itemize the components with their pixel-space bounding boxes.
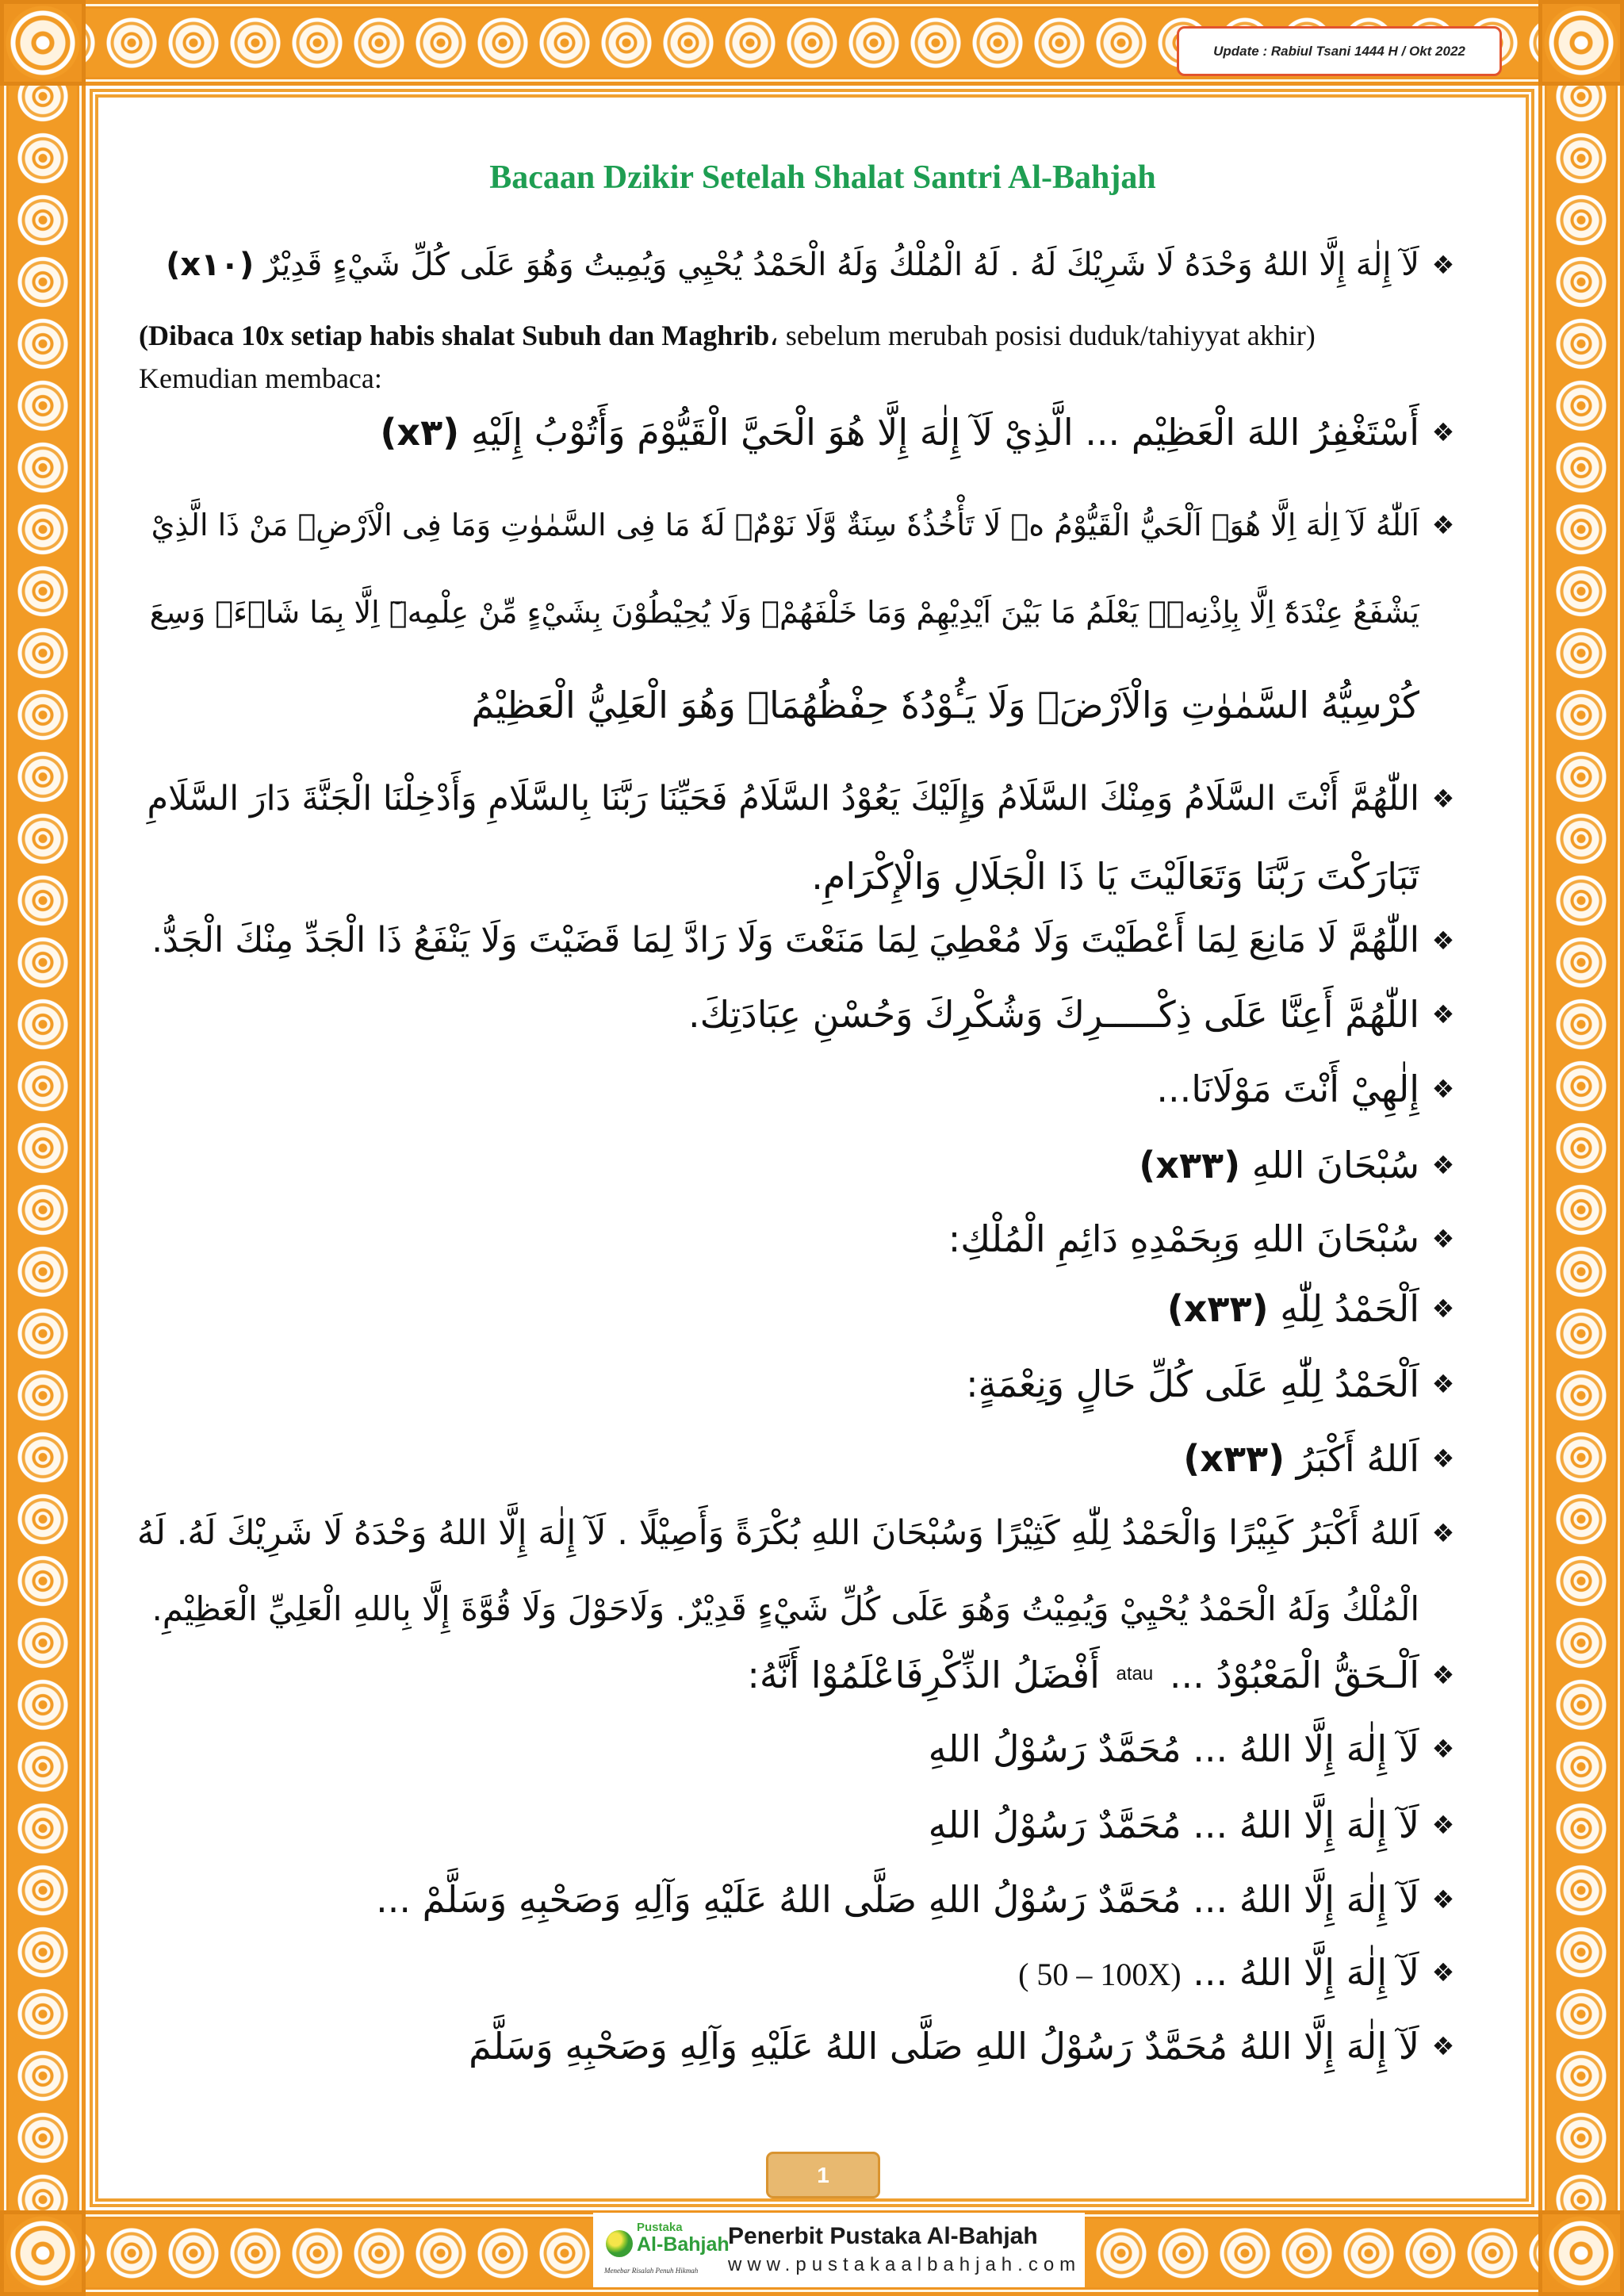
dzikir-item	[135, 1497, 1467, 1569]
arabic-text	[135, 397, 1419, 468]
corner-ornament-icon	[1538, 0, 1624, 86]
diamond-bullet-icon	[1419, 1273, 1467, 1344]
arabic-text	[135, 1573, 1419, 1645]
arabic-text	[135, 577, 1419, 648]
arabic-line: اَلْـحَقُّ الْمَعْبُوْدُ ...	[1169, 1654, 1419, 1696]
diamond-bullet-icon	[1419, 1937, 1467, 2008]
border-band-right	[1538, 0, 1624, 2296]
arabic-line: سُبْحَانَ اللهِ وَبِحَمْدِهِ دَائِمِ الْمُلْكِ:	[948, 1217, 1419, 1260]
dzikir-item	[135, 229, 1467, 301]
dzikir-item	[135, 1937, 1467, 2008]
diamond-bullet-icon	[1419, 1789, 1467, 1861]
arabic-text	[135, 841, 1419, 912]
logo-mark-icon	[606, 2230, 633, 2257]
page-number	[766, 2152, 880, 2198]
dzikir-continuation	[135, 1573, 1467, 1645]
diamond-bullet-icon	[1419, 1348, 1467, 1420]
arabic-text	[135, 1129, 1419, 1201]
diamond-bullet-icon	[1419, 763, 1467, 834]
page-number-label: 1	[817, 2162, 829, 2187]
diamond-bullet-icon	[1419, 905, 1467, 976]
dzikir-item	[135, 1129, 1467, 1201]
arabic-line: لَآ إِلٰهَ إِلَّا اللهُ مُحَمَّدٌ رَسُوْلُ اللهِ صَلَّى اللهُ عَلَيْهِ وَآلِهِ وَصَحْبِهِ وَسَلَّمَ	[469, 2025, 1419, 2068]
corner-ornament-icon	[0, 0, 86, 86]
diamond-bullet-icon	[1419, 489, 1467, 561]
diamond-bullet-icon	[1419, 2010, 1467, 2082]
dzikir-item	[135, 1203, 1467, 1274]
dzikir-item	[135, 1423, 1467, 1494]
page-title: Bacaan Dzikir Setelah Shalat Santri Al-Bahjah	[489, 159, 1156, 196]
dzikir-item	[135, 1713, 1467, 1784]
repeat-count: (x١٠)	[166, 247, 255, 283]
arabic-line: لَآ إِلٰهَ إِلَّا اللهُ ... مُحَمَّدٌ رَسُوْلُ اللهِ	[928, 1727, 1419, 1770]
publisher-url: www.pustakaalbahjah.com	[728, 2254, 1082, 2275]
logo-text-big: Al-Bahjah	[637, 2233, 730, 2256]
dzikir-item	[135, 763, 1467, 834]
arabic-text	[135, 1497, 1419, 1569]
dzikir-item	[135, 1053, 1467, 1125]
arabic-line: اللّٰهُمَّ أَنْتَ السَّلَامُ وَمِنْكَ السَّلَامُ وَإِلَيْكَ يَعُوْدُ السَّلَامُ فَحَيِّنَا رَبَّنَا بِالسَّلَامِ وَأَدْخِلْنَا الْجَنَّةَ دَارَ السَّلَامِ	[147, 779, 1419, 818]
arabic-text	[135, 1423, 1419, 1494]
diamond-bullet-icon	[1419, 1864, 1467, 1935]
arabic-text	[135, 1639, 1419, 1711]
arabic-text	[135, 1864, 1419, 1935]
dzikir-item	[135, 2010, 1467, 2082]
arabic-line: اللّٰهُمَّ أَعِنَّا عَلَى ذِكْـــــرِكَ وَشُكْرِكَ وَحُسْنِ عِبَادَتِكَ.	[688, 993, 1419, 1036]
arabic-line: إِلٰهِيْ أَنْتَ مَوْلَانَا...	[1156, 1068, 1419, 1110]
dzikir-continuation	[135, 669, 1467, 741]
diamond-bullet-icon	[1419, 1713, 1467, 1784]
note-open: (	[139, 320, 148, 351]
repeat-count: ( 50 – 100X)	[1018, 1957, 1182, 1992]
arabic-line: يَشْفَعُ عِنْدَهٗٓ اِلَّا بِاِذْنِهٖۗ يَعْلَمُ مَا بَيْنَ اَيْدِيْهِمْ وَمَا خَلْفَهُمْۚ وَلَا يُحِيْطُوْنَ بِشَيْءٍ مِّنْ عِلْمِهٖٓ اِلَّا بِمَا شَاۤءَۚ وَسِعَ	[149, 595, 1419, 630]
border-band-left	[0, 0, 86, 2296]
arabic-line: اَلْحَمْدُ لِلّٰهِ عَلَى كُلِّ حَالٍ وَنِعْمَةٍ:	[966, 1363, 1419, 1405]
arabic-line: كُرْسِيُّهُ السَّمٰوٰتِ وَالْاَرْضَۚ وَلَا يَـُٔوْدُهٗ حِفْظُهُمَاۚ وَهُوَ الْعَلِيُّ الْعَظِيْمُ	[471, 684, 1419, 726]
arabic-text	[135, 905, 1419, 976]
diamond-bullet-icon	[1419, 397, 1467, 468]
diamond-bullet-icon	[1419, 1497, 1467, 1569]
dzikir-item	[135, 1348, 1467, 1420]
arabic-line: الْمُلْكُ وَلَهُ الْحَمْدُ يُحْيِيْ وَيُمِيْتُ وَهُوَ عَلَى كُلِّ شَيْءٍ قَدِيْرٌ. وَلَاحَوْلَ وَلَا قُوَّةَ إِلَّا بِاللهِ الْعَلِيِّ الْعَظِيْمِ.	[151, 1589, 1419, 1628]
dzikir-item	[135, 905, 1467, 976]
arabic-line: أَفْضَلُ الذِّكْرِفَاعْلَمُوْا أَنَّهُ:	[747, 1654, 1100, 1696]
arabic-text	[135, 1937, 1419, 2008]
arabic-text	[135, 1789, 1419, 1861]
arabic-line: سُبْحَانَ اللهِ	[1251, 1144, 1419, 1186]
arabic-text	[135, 1273, 1419, 1344]
arabic-line: اللّٰهُمَّ لَا مَانِعَ لِمَا أَعْطَيْتَ وَلَا مُعْطِيَ لِمَا مَنَعْتَ وَلَا رَادَّ لِمَا قَضَيْتَ وَلَا يَنْفَعُ ذَا الْجَدِّ مِنْكَ الْجَدُّ.	[151, 920, 1419, 960]
instruction-note	[139, 318, 1316, 353]
diamond-bullet-icon	[1419, 1129, 1467, 1201]
diamond-bullet-icon	[1419, 1203, 1467, 1274]
dzikir-continuation	[135, 841, 1467, 912]
arabic-line: لَآ إِلٰهَ إِلَّا اللهُ ...	[1193, 1951, 1419, 1994]
arabic-line: تَبَارَكْتَ رَبَّنَا وَتَعَالَيْتَ يَا ذَا الْجَلَالِ وَالْإِكْرَامِ.	[811, 855, 1419, 898]
arabic-text	[135, 2010, 1419, 2082]
diamond-bullet-icon	[1419, 1639, 1467, 1711]
arabic-line: لَآ إِلٰهَ إِلَّا اللهُ ... مُحَمَّدٌ رَسُوْلُ اللهِ صَلَّى اللهُ عَلَيْهِ وَآلِهِ وَصَحْبِهِ وَسَلَّمْ ...	[376, 1878, 1419, 1921]
arabic-line: اَلْحَمْدُ لِلّٰهِ	[1280, 1287, 1419, 1330]
dzikir-item	[135, 1789, 1467, 1861]
connector-atau: atau	[1116, 1663, 1154, 1685]
dzikir-item	[135, 979, 1467, 1050]
repeat-count: (x٣٣)	[1183, 1437, 1285, 1480]
arabic-text	[135, 1713, 1419, 1784]
arabic-text	[135, 229, 1419, 301]
repeat-count: (x٣٣)	[1139, 1144, 1241, 1186]
update-label: Update : Rabiul Tsani 1444 H / Okt 2022	[1213, 43, 1465, 59]
arabic-text	[135, 489, 1419, 561]
arabic-text	[135, 1053, 1419, 1125]
diamond-bullet-icon	[1419, 229, 1467, 301]
arabic-line: لَآ إِلٰهَ إِلَّا اللهُ ... مُحَمَّدٌ رَسُوْلُ اللهِ	[928, 1803, 1419, 1846]
note-rest: ، sebelum merubah posisi duduk/tahiyyat akhir)	[769, 320, 1316, 351]
note-bold: Dibaca 10x setiap habis shalat Subuh dan Maghrib	[148, 320, 770, 351]
corner-ornament-icon	[1538, 2210, 1624, 2296]
arabic-text	[135, 1203, 1419, 1274]
dzikir-item	[135, 1273, 1467, 1344]
arabic-text	[135, 669, 1419, 741]
dzikir-item	[135, 1864, 1467, 1935]
arabic-line: اَللهُ أَكْبَرُ	[1296, 1437, 1419, 1480]
arabic-text	[135, 763, 1419, 834]
publisher-name: Penerbit Pustaka Al-Bahjah	[728, 2223, 1038, 2249]
instruction-then: Kemudian membaca:	[139, 362, 382, 394]
logo-text-small: Pustaka	[637, 2221, 683, 2234]
arabic-line: اَللهُ أَكْبَرُ كَبِيْرًا وَالْحَمْدُ لِلّٰهِ كَثِيْرًا وَسُبْحَانَ اللهِ بُكْرَةً وَأَصِيْلًا . لَآ إِلٰهَ إِلَّا اللهُ وَحْدَهُ لَا شَرِيْكَ لَهُ. لَهُ	[136, 1513, 1419, 1553]
arabic-line: لَآ إِلٰهَ إِلَّا اللهُ وَحْدَهُ لَا شَرِيْكَ لَهُ . لَهُ الْمُلْكُ وَلَهُ الْحَمْدُ يُحْيِي وَيُمِيتُ وَهُوَ عَلَى كُلِّ شَيْءٍ قَدِيْرٌ	[264, 247, 1419, 283]
diamond-bullet-icon	[1419, 1053, 1467, 1125]
diamond-bullet-icon	[1419, 1423, 1467, 1494]
update-badge	[1177, 26, 1502, 76]
arabic-text	[135, 1348, 1419, 1420]
dzikir-item	[135, 1639, 1467, 1711]
corner-ornament-icon	[0, 2210, 86, 2296]
logo-tagline: Menebar Risalah Penuh Hikmah	[604, 2267, 699, 2275]
dzikir-item	[135, 397, 1467, 468]
dzikir-continuation	[135, 577, 1467, 648]
arabic-line: أَسْتَغْفِرُ اللهَ الْعَظِيْم ... الَّذِيْ لَآ إِلٰهَ إِلَّا هُوَ الْحَيَّ الْقَيُّوْمَ وَأَتُوْبُ إِلَيْهِ	[470, 411, 1419, 454]
arabic-line: اَللّٰهُ لَآ اِلٰهَ اِلَّا هُوَۚ اَلْحَيُّ الْقَيُّوْمُ ەۚ لَا تَأْخُذُهٗ سِنَةٌ وَّلَا نَوْمٌۗ لَهٗ مَا فِى السَّمٰوٰتِ وَمَا فِى الْاَرْضِۗ مَنْ ذَا الَّذِيْ	[151, 508, 1419, 542]
repeat-count: (x٣٣)	[1166, 1287, 1269, 1330]
arabic-text	[135, 979, 1419, 1050]
diamond-bullet-icon	[1419, 979, 1467, 1050]
repeat-count: (x٣)	[380, 411, 460, 454]
dzikir-item	[135, 489, 1467, 561]
